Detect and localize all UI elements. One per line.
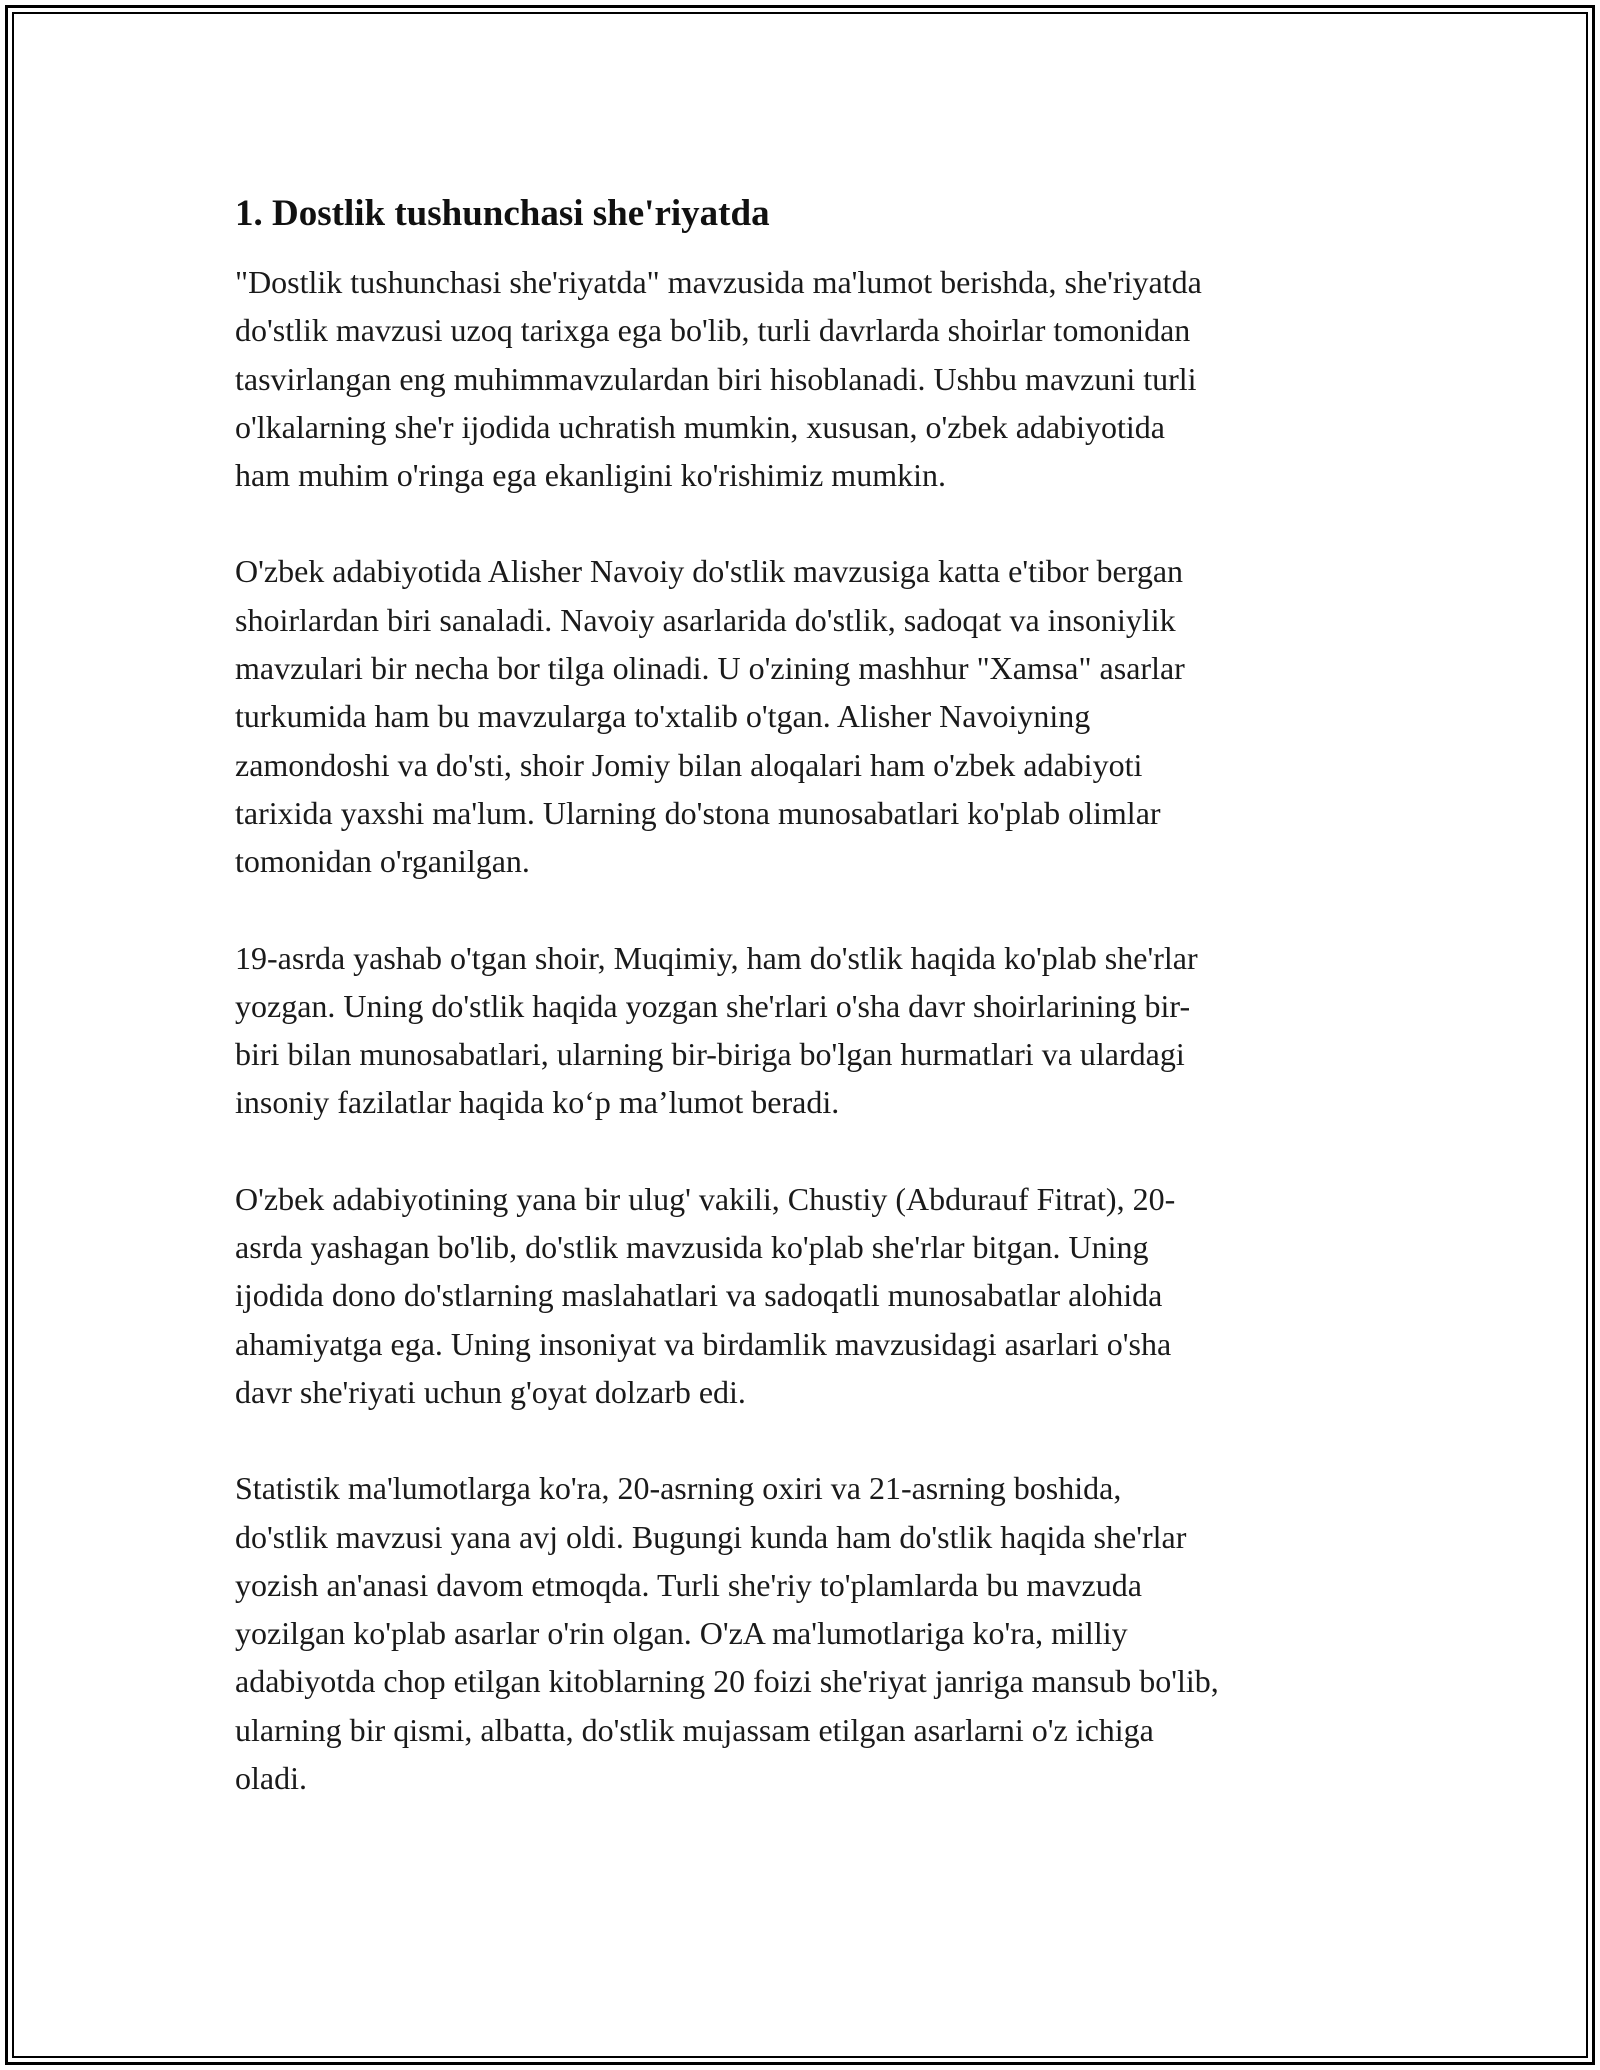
- paragraph-navoiy: O'zbek adabiyotida Alisher Navoiy do'stlik mavzusiga katta e'tibor bergan shoirlardan biri sanaladi. Navoiy asarlarida do'stlik, sadoqat va insoniylik mavzulari bir necha bor tilga olinadi. U o'zining mashhur "Xamsa" asarlar turkumida ham bu mavzularga to'xtalib o'tgan. Alisher Navoiyning zamondoshi va do'sti, shoir Jomiy bilan aloqalari ham o'zbek adabiyoti tarixida yaxshi ma'lum. Ularning do'stona munosabatlari ko'plab olimlar tomonidan o'rganilgan.: [235, 553, 1185, 880]
- paragraph-intro: "Dostlik tushunchasi she'riyatda" mavzusida ma'lumot berishda, she'riyatda do'stlik mavzusi uzoq tarixga ega bo'lib, turli davrlarda shoirlar tomonidan tasvirlangan eng muhimmavzulardan biri hisoblanadi. Ushbu mavzuni turli o'lkalarning she'r ijodida uchratish mumkin, xususan, o'zbek adabiyotida ham muhim o'ringa ega ekanligini ko'rishimiz mumkin.: [235, 264, 1202, 494]
- document-body: [235, 188, 1380, 1850]
- section-heading: 1. Dostlik tushunchasi she'riyatda: [235, 193, 770, 234]
- paragraph-statistics: Statistik ma'lumotlarga ko'ra, 20-asrning oxiri va 21-asrning boshida, do'stlik mavzusi yana avj oldi. Bugungi kunda ham do'stlik haqida she'rlar yozish an'anasi davom etmoqda. Turli she'riy to'plamlarda bu mavzuda yozilgan ko'plab asarlar o'rin olgan. O'zA ma'lumotlariga ko'ra, milliy adabiyotda chop etilgan kitoblarning 20 foizi she'riyat janriga mansub bo'lib, ularning bir qismi, albatta, do'stlik mujassam etilgan asarlarni o'z ichiga oladi.: [235, 1470, 1219, 1797]
- paragraph-muqimiy: 19-asrda yashab o'tgan shoir, Muqimiy, ham do'stlik haqida ko'plab she'rlar yozgan. Uning do'stlik haqida yozgan she'rlari o'sha davr shoirlarining bir- biri bilan munosabatlari, ularning bir-biriga bo'lgan hurmatlari va ulardagi insoniy fazilatlar haqida ko‘p ma’lumot beradi.: [235, 939, 1198, 1121]
- paragraph-chustiy: O'zbek adabiyotining yana bir ulug' vakili, Chustiy (Abdurauf Fitrat), 20- asrda yashagan bo'lib, do'stlik mavzusida ko'plab she'rlar bitgan. Uning ijodida dono do'stlarning maslahatlari va sadoqatli munosabatlar alohida ahamiyatga ega. Uning insoniyat va birdamlik mavzusidagi asarlari o'sha davr she'riyati uchun g'oyat dolzarb edi.: [235, 1180, 1176, 1410]
